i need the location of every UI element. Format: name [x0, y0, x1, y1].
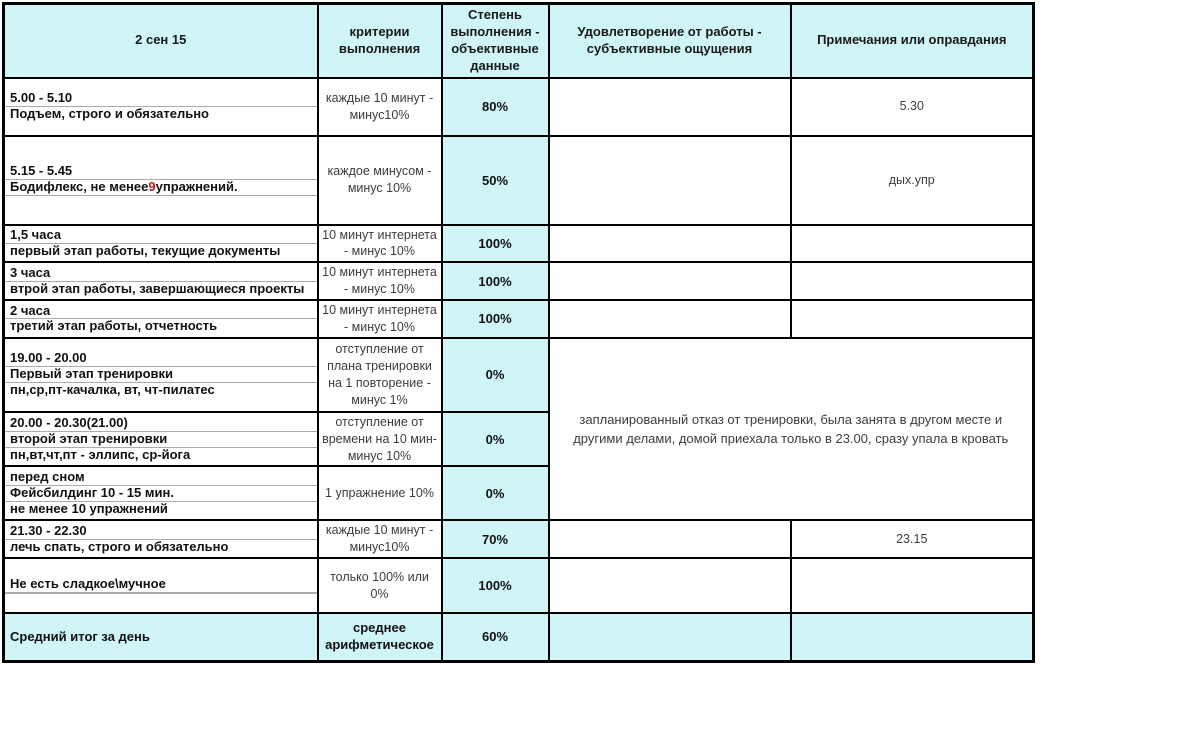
task-cell: [4, 466, 318, 520]
task-cell: [4, 520, 318, 558]
summary-row: [4, 613, 1034, 661]
task-line: первый этап работы, текущие документы: [5, 243, 317, 259]
task-line: 3 часа: [10, 264, 51, 280]
table-row: [4, 225, 1034, 263]
task-line: [5, 195, 317, 196]
task-line: 2 часа: [10, 302, 51, 318]
note-cell: 23.15: [791, 520, 1034, 558]
criteria-cell: только 100% или 0%: [318, 558, 442, 613]
column-header-satisfaction: Удовлетворение от работы - субъективные ощущения: [549, 4, 791, 78]
column-header-criteria: критерии выполнения: [318, 4, 442, 78]
task-line: Подъем, строго и обязательно: [5, 106, 317, 122]
task-line: 19.00 - 20.00: [10, 350, 87, 366]
column-header-score: Степень выполнения - объективные данные: [442, 4, 549, 78]
table-row: [4, 262, 1034, 300]
satisfaction-cell: [549, 225, 791, 263]
daily-schedule-table: [2, 2, 1035, 663]
summary-label-cell: Средний итог за день: [4, 613, 318, 661]
note-cell: [791, 558, 1034, 613]
criteria-cell: отступление от времени на 10 мин- минус 10%: [318, 412, 442, 467]
task-line: [5, 593, 317, 594]
criteria-cell: 10 минут интернета - минус 10%: [318, 300, 442, 338]
table-row: [4, 136, 1034, 225]
score-cell: 70%: [442, 520, 549, 558]
task-cell: [4, 136, 318, 225]
spreadsheet-page: [0, 2, 1183, 754]
task-text: упражнений.: [155, 179, 238, 195]
note-cell: [791, 300, 1034, 338]
summary-satisfaction-cell: [549, 613, 791, 661]
task-line: 5.00 - 5.10: [10, 90, 73, 106]
task-line: третий этап работы, отчетность: [5, 318, 317, 334]
score-cell: 0%: [442, 466, 549, 520]
satisfaction-cell: [549, 136, 791, 225]
task-line: 20.00 - 20.30(21.00): [10, 414, 128, 430]
criteria-cell: 10 минут интернета - минус 10%: [318, 225, 442, 263]
task-cell: [4, 225, 318, 263]
table-row: [4, 300, 1034, 338]
satisfaction-cell: [549, 78, 791, 136]
task-line: 1,5 часа: [10, 227, 62, 242]
score-cell: 0%: [442, 412, 549, 467]
satisfaction-cell: [549, 300, 791, 338]
task-line: пн,вт,чт,пт - эллипс, ср-йога: [5, 447, 317, 463]
merged-note-cell: запланированный отказ от тренировки, была занята в другом месте и другими делами, домой приехала только в 23.00, сразу упала в кровать: [549, 338, 1034, 521]
note-cell: 5.30: [791, 78, 1034, 136]
table-row: [4, 338, 1034, 412]
criteria-cell: каждое минусом - минус 10%: [318, 136, 442, 225]
satisfaction-cell: [549, 558, 791, 613]
header-row: [4, 4, 1034, 78]
table-row: [4, 558, 1034, 613]
task-cell: [4, 78, 318, 136]
score-cell: 50%: [442, 136, 549, 225]
score-cell: 100%: [442, 300, 549, 338]
criteria-cell: отступление от плана тренировки на 1 повторение - минус 1%: [318, 338, 442, 412]
task-line: 21.30 - 22.30: [10, 522, 87, 538]
task-line: Не есть сладкое\мучное: [10, 576, 166, 592]
task-cell: [4, 300, 318, 338]
task-line: Фейсбилдинг 10 - 15 мин.: [5, 485, 317, 501]
criteria-cell: 1 упражнение 10%: [318, 466, 442, 520]
satisfaction-cell: [549, 520, 791, 558]
note-cell: [791, 262, 1034, 300]
column-header-notes: Примечания или оправдания: [791, 4, 1034, 78]
task-line: перед сном: [10, 469, 85, 485]
task-cell: [4, 262, 318, 300]
satisfaction-cell: [549, 262, 791, 300]
score-cell: 0%: [442, 338, 549, 412]
task-line: втрой этап работы, завершающиеся проекты: [5, 281, 317, 297]
criteria-cell: каждые 10 минут - минус10%: [318, 520, 442, 558]
date-header-cell: 2 сен 15: [4, 4, 318, 78]
summary-criteria-cell: среднее арифметическое: [318, 613, 442, 661]
task-line: [5, 179, 317, 195]
score-cell: 100%: [442, 558, 549, 613]
table-row: [4, 520, 1034, 558]
task-cell: [4, 338, 318, 412]
task-cell: [4, 412, 318, 467]
note-cell: [791, 225, 1034, 263]
score-cell: 100%: [442, 225, 549, 263]
task-cell: [4, 558, 318, 613]
criteria-cell: 10 минут интернета - минус 10%: [318, 262, 442, 300]
task-line: пн,ср,пт-качалка, вт, чт-пилатес: [5, 382, 317, 398]
summary-score-cell: 60%: [442, 613, 549, 661]
task-line: не менее 10 упражнений: [5, 501, 317, 517]
table-row: [4, 78, 1034, 136]
score-cell: 100%: [442, 262, 549, 300]
task-text: Бодифлекс, не менее: [10, 179, 149, 195]
task-line: 5.15 - 5.45: [10, 163, 73, 179]
note-cell: дых.упр: [791, 136, 1034, 225]
score-cell: 80%: [442, 78, 549, 136]
task-line: Первый этап тренировки: [5, 366, 317, 382]
task-highlight-number: 9: [148, 179, 156, 195]
task-line: лечь спать, строго и обязательно: [5, 539, 317, 555]
criteria-cell: каждые 10 минут - минус10%: [318, 78, 442, 136]
task-line: второй этап тренировки: [5, 431, 317, 447]
summary-note-cell: [791, 613, 1034, 661]
